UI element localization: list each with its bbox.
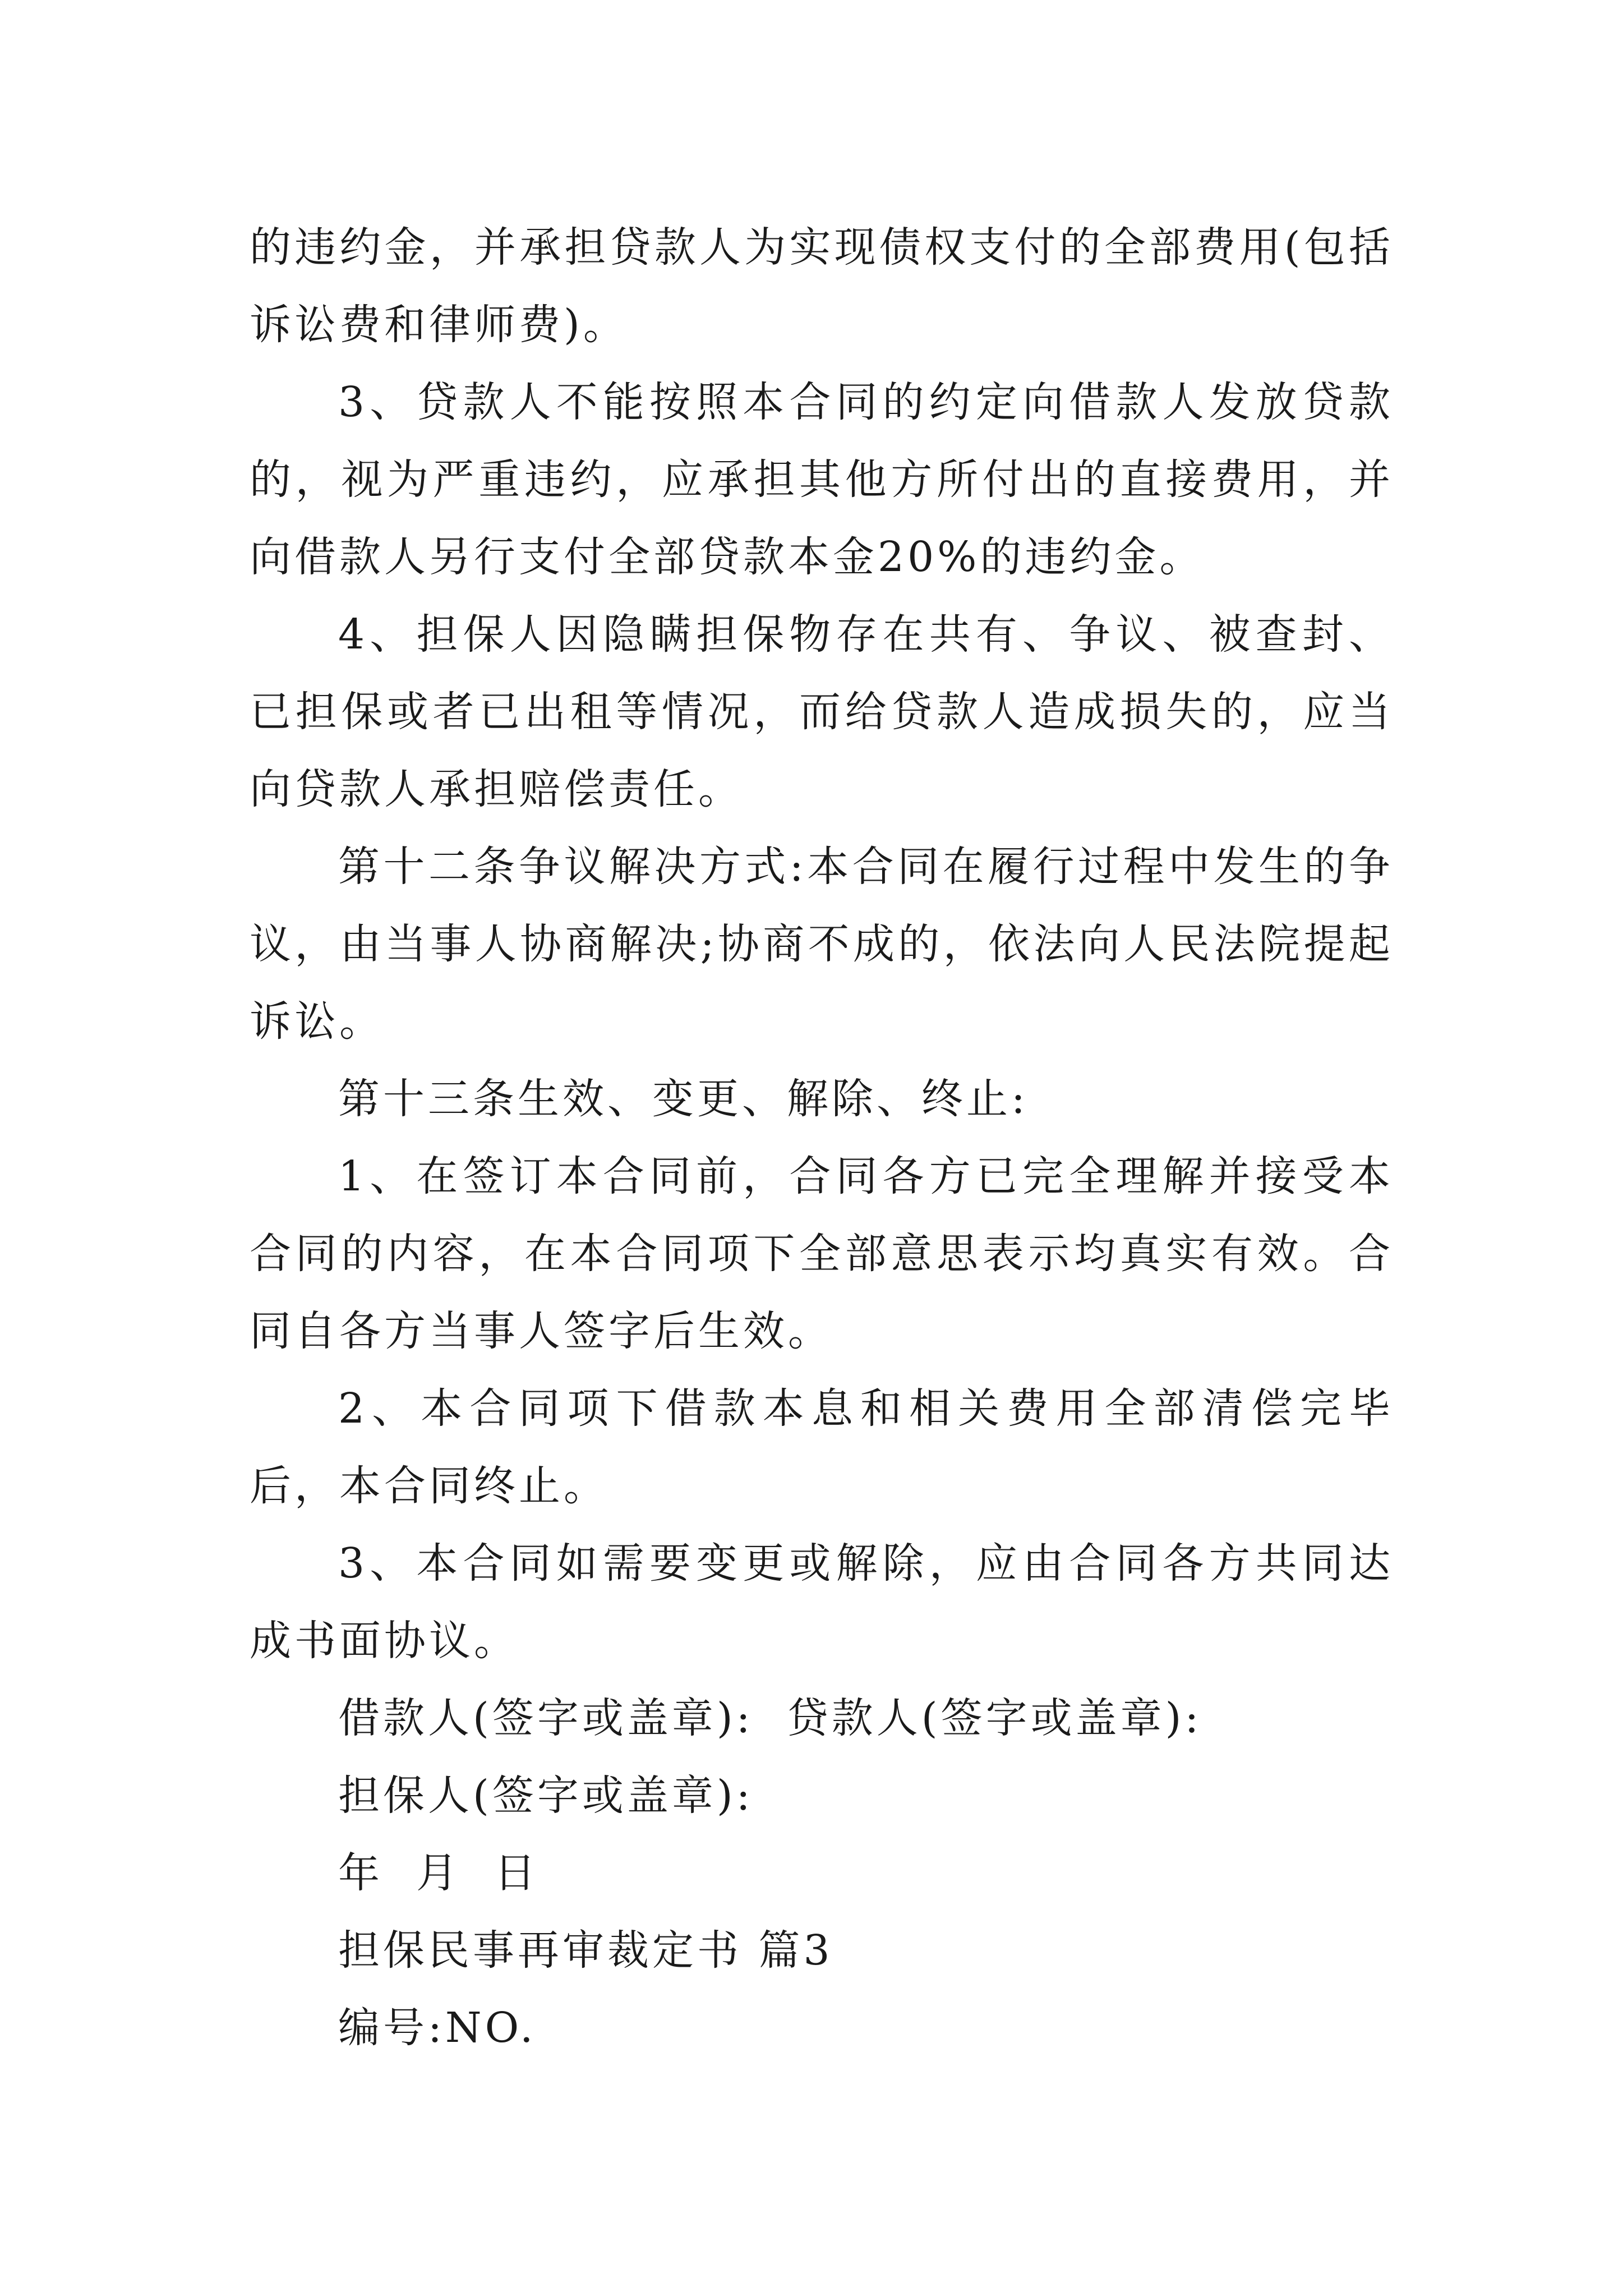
paragraph-penalty-continued: 的违约金，并承担贷款人为实现债权支付的全部费用(包括诉讼费和律师费)。 [250,223,1394,349]
document-body [250,209,1394,2067]
signature-date: 年 月 日 [338,1849,540,1897]
paragraph-clause-4: 4、担保人因隐瞒担保物存在共有、争议、被查封、已担保或者已出租等情况，而给贷款人造成损失的，应当向贷款人承担赔偿责任。 [250,610,1394,813]
paragraph-article-13-item-3: 3、本合同如需要变更或解除，应由合同各方共同达成书面协议。 [250,1539,1394,1665]
document-number-label: 编号:NO. [338,2004,537,2052]
paragraph-clause-3: 3、贷款人不能按照本合同的约定向借款人发放贷款的，视为严重违约，应承担其他方所付出的直接费用，并向借款人另行支付全部贷款本金20%的违约金。 [250,378,1394,581]
guarantor-signature-label: 担保人(签字或盖章): [338,1772,754,1820]
paragraph-article-12: 第十二条争议解决方式:本合同在履行过程中发生的争议，由当事人协商解决;协商不成的，依法向人民法院提起诉讼。 [250,843,1394,1046]
borrower-signature-label: 借款人(签字或盖章): [338,1694,754,1742]
paragraph-article-13-heading: 第十三条生效、变更、解除、终止: [338,1075,1029,1123]
signature-line-borrower-lender [250,1680,1394,1757]
lender-signature-label: 贷款人(签字或盖章): [786,1694,1202,1742]
paragraph-article-13-item-2: 2、本合同项下借款本息和相关费用全部清偿完毕后，本合同终止。 [250,1384,1394,1510]
paragraph-article-13-item-1: 1、在签订本合同前，合同各方已完全理解并接受本合同的内容，在本合同项下全部意思表示均真实有效。合同自各方当事人签字后生效。 [250,1152,1394,1355]
next-document-title: 担保民事再审裁定书 篇3 [338,1926,833,1975]
